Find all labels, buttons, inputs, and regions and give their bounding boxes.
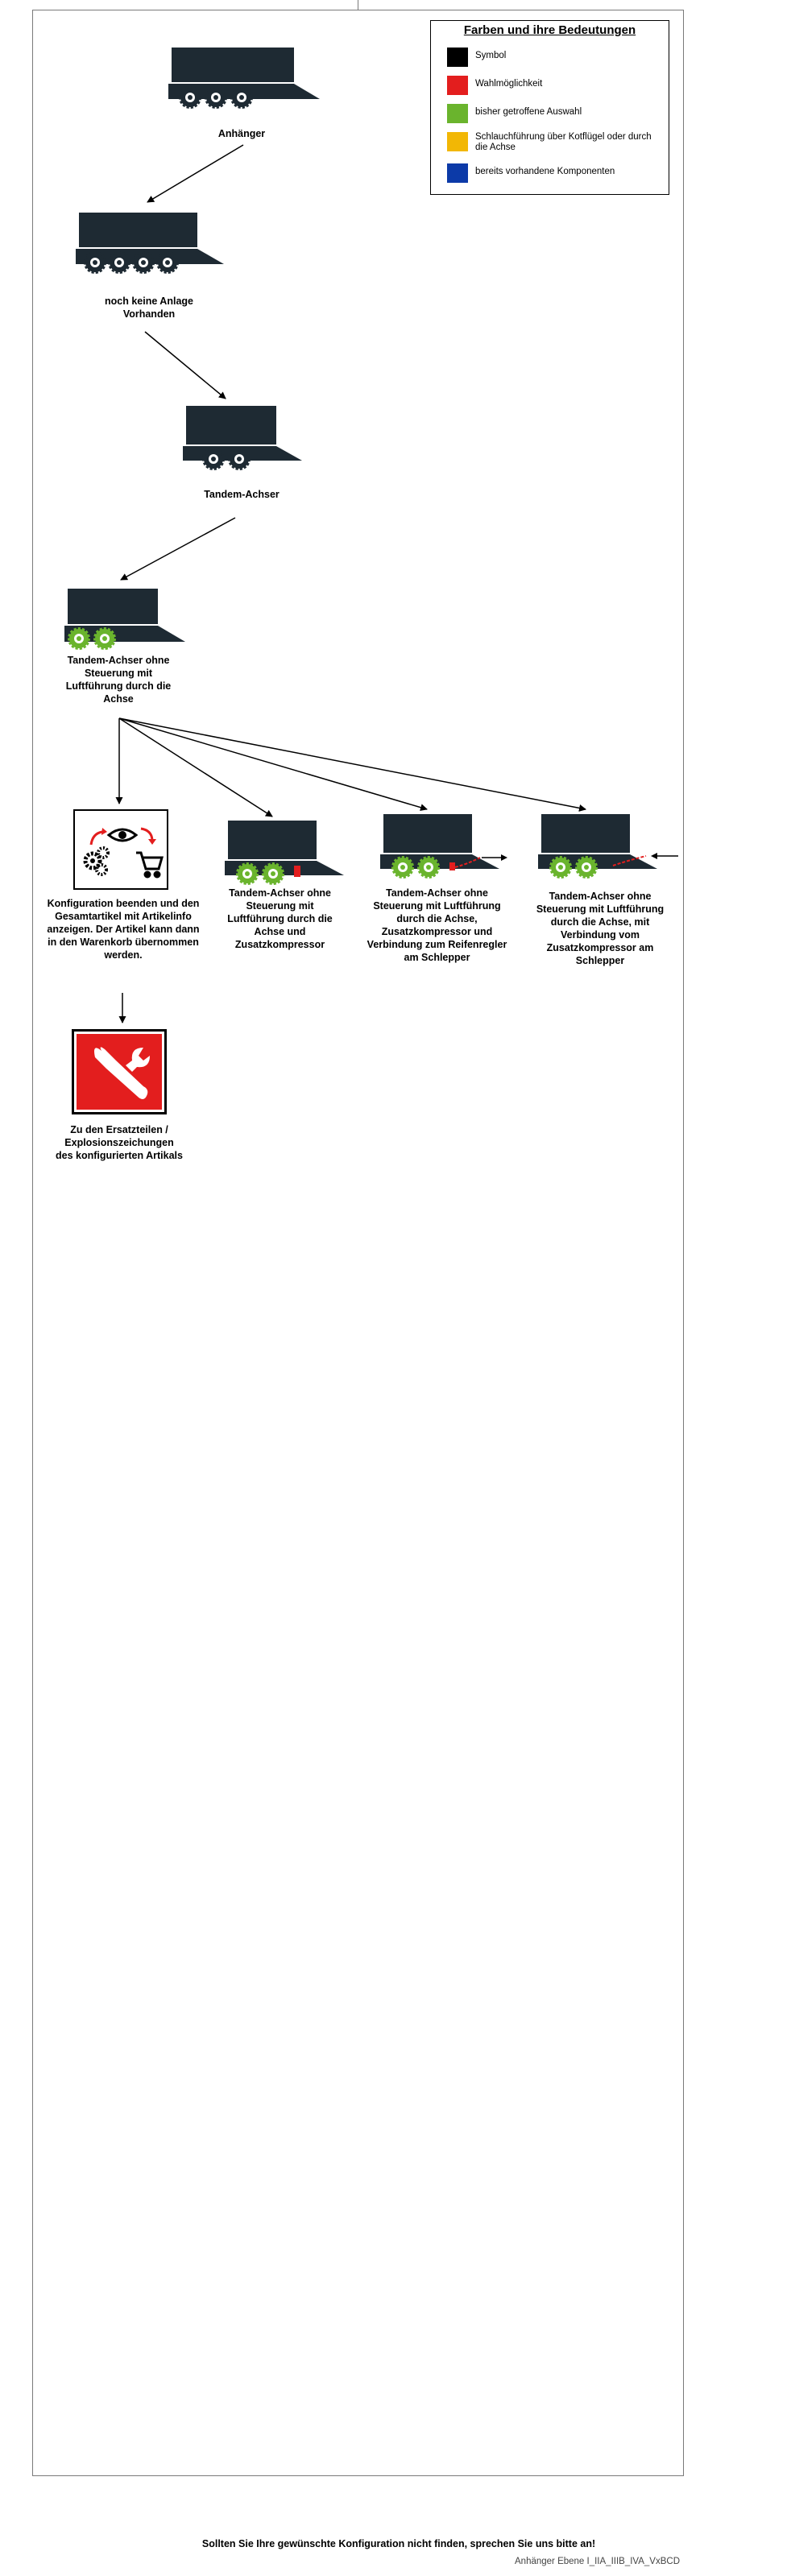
legend-swatch-green [447,104,468,123]
trailer-icon-keine-anlage[interactable] [72,209,234,282]
legend-item-hose-routing [447,132,665,156]
node-label-option-3: Tandem-Achser ohne Steuerung mit Luftführung durch die Achse, mit Verbindung vom Zusatzkompressor am Schlepper [536,891,665,966]
gears-icon [85,848,108,875]
arrow-tandem-to-selected [121,518,235,580]
legend-item-existing [447,163,665,188]
trailer-icon-option-2[interactable] [379,811,520,883]
trailer-icon-tandem[interactable] [181,403,310,475]
node-label-option-2: Tandem-Achser ohne Steuerung mit Luftführung durch die Achse, Zusatzkompressor und Verbindung zum Reifenregler am Schlepper [367,887,507,963]
document-id: Anhänger Ebene I_IIA_IIIB_IVA_VxBCD [515,2557,680,2566]
footer-message: Sollten Sie Ihre gewünschte Konfiguration nicht finden, sprechen Sie uns bitte an! [201,2538,596,2549]
trailer-icon-option-1[interactable] [223,817,352,890]
node-label-spare-parts: Zu den Ersatzteilen / Explosionszeichungen des konfigurierten Artikals [56,1124,183,1161]
legend-item-selected [447,104,665,128]
node-label-option-1: Tandem-Achser ohne Steuerung mit Luftführung durch die Achse und Zusatzkompressor [227,887,333,950]
wrench-icon [74,1032,164,1112]
legend-item-symbol [447,48,665,72]
legend-item-choice [447,76,665,100]
trailer-icon-tandem-selected[interactable] [63,585,192,658]
legend-swatch-black [447,48,468,67]
finish-config-graphic [75,811,167,888]
legend-label: bisher getroffene Auswahl [475,107,582,117]
legend-swatch-yellow [447,132,468,151]
node-label-anhaenger: Anhänger [217,128,266,139]
legend-label: Symbol [475,51,507,60]
node-label-tandem-selected: Tandem-Achser ohne Steuerung mit Luftführung durch die Achse [65,655,172,705]
arrow-anhaenger-to-keine-anlage [147,145,243,202]
legend-title: Farben und ihre Bedeutungen [463,23,636,37]
eye-icon [109,829,136,841]
legend-label: Wahlmöglichkeit [475,79,543,89]
finish-config-button[interactable] [73,809,168,890]
legend-label: Schlauchführung über Kotflügel oder durch die Achse [475,132,652,152]
compressor-marker [294,866,300,877]
trailer-icon-option-3[interactable] [536,811,681,883]
spare-parts-button[interactable] [72,1029,167,1114]
node-label-tandem: Tandem-Achser [204,489,280,500]
node-label-finish-config: Konfiguration beenden und den Gesamtartikel mit Artikelinfo anzeigen. Der Artikel kann dann in den Warenkorb übernommen werden. [47,898,200,961]
legend-swatch-red [447,76,468,95]
legend-swatch-blue [447,163,468,183]
legend-label: bereits vorhandene Komponenten [475,167,615,176]
legend [430,20,669,195]
cart-icon [136,853,162,877]
arrow-selected-to-option-2 [119,718,427,809]
trailer-icon-anhaenger[interactable] [165,44,326,117]
arrow-keine-anlage-to-tandem [145,332,226,399]
node-label-keine-anlage: noch keine Anlage Vorhanden [105,296,193,320]
